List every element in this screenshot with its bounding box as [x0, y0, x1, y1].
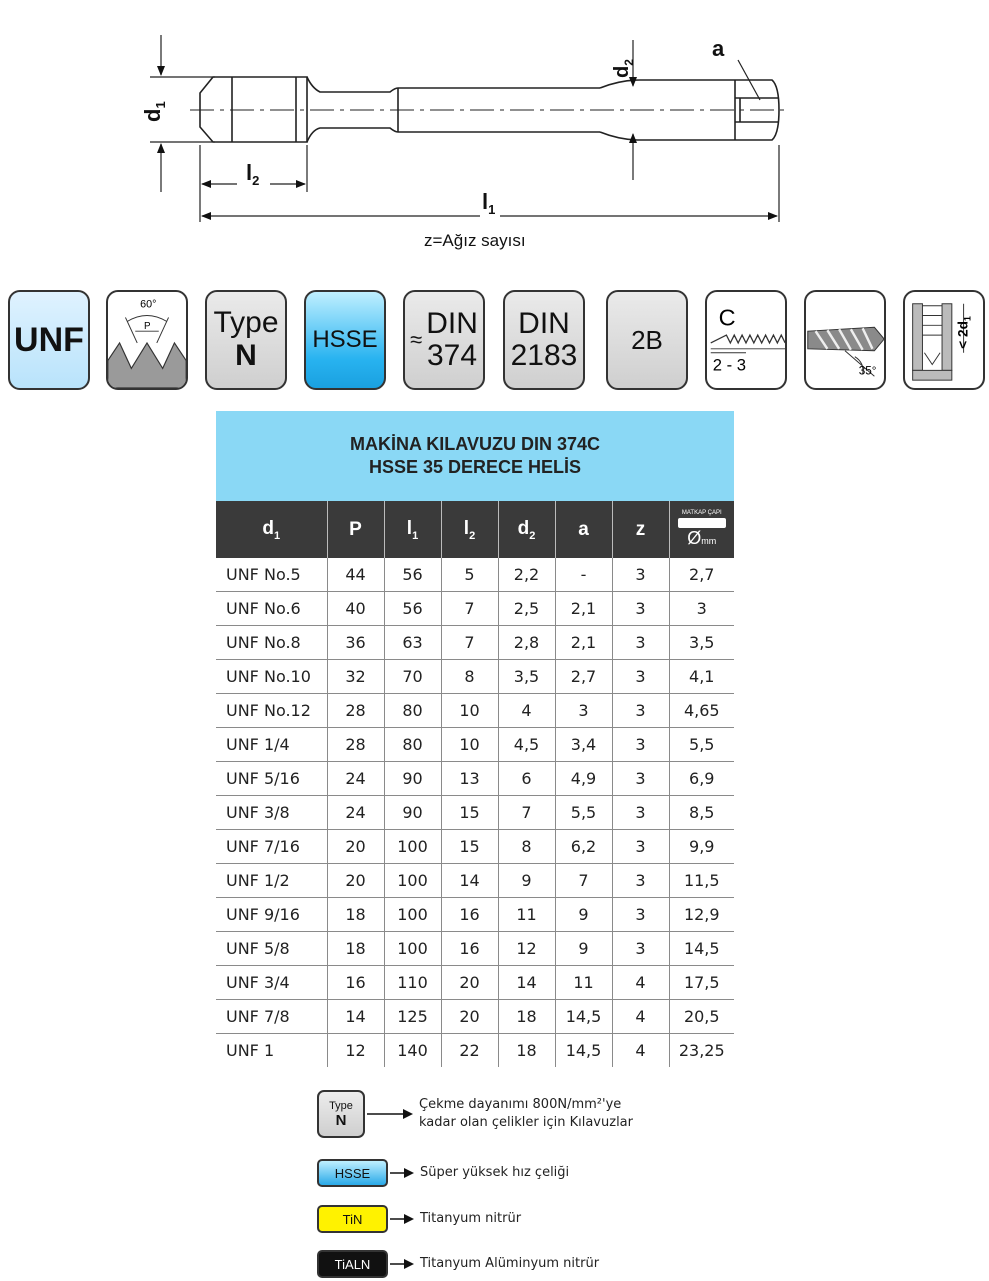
legend-tialn-badge: TiALN: [317, 1250, 388, 1278]
svg-text:< 2d1: < $2d_1$: [955, 316, 973, 349]
table-cell: 16: [441, 898, 498, 932]
table-row: [216, 762, 734, 796]
table-cell-size: UNF No.6: [216, 592, 327, 626]
table-cell-size: UNF 1: [216, 1034, 327, 1068]
drill-icon: [678, 518, 727, 528]
legend-hsse-badge: HSSE: [317, 1159, 388, 1187]
table-cell: 11: [555, 966, 612, 1000]
tolerance-2b-icon: 2B: [606, 290, 688, 390]
table-cell-size: UNF 9/16: [216, 898, 327, 932]
table-cell: 3: [612, 660, 669, 694]
type-label: Type: [213, 306, 279, 339]
table-row: [216, 864, 734, 898]
table-row: [216, 660, 734, 694]
svg-text:C: C: [718, 304, 736, 331]
table-cell: 7: [441, 626, 498, 660]
table-cell-size: UNF 3/4: [216, 966, 327, 1000]
arrow-right-icon: [390, 1167, 414, 1179]
legend-tin-badge: TiN: [317, 1205, 388, 1233]
table-cell: 3,4: [555, 728, 612, 762]
header-z: z: [612, 501, 669, 558]
table-cell: 11: [498, 898, 555, 932]
table-row: [216, 830, 734, 864]
thread-depth-icon: [903, 290, 985, 390]
table-cell: 3: [612, 864, 669, 898]
table-cell: 6: [498, 762, 555, 796]
table-cell: 6,9: [669, 762, 734, 796]
svg-text:2 - 3: 2 - 3: [712, 355, 747, 375]
table-cell: 3: [612, 830, 669, 864]
table-title: [216, 411, 734, 501]
table-cell-size: UNF No.10: [216, 660, 327, 694]
table-cell-size: UNF 5/16: [216, 762, 327, 796]
table-cell: 17,5: [669, 966, 734, 1000]
table-row: [216, 898, 734, 932]
table-cell: 20,5: [669, 1000, 734, 1034]
type-n-label: N: [235, 339, 257, 372]
table-cell-size: UNF 7/8: [216, 1000, 327, 1034]
table-cell: 9: [498, 864, 555, 898]
table-row: [216, 966, 734, 1000]
l2-label: $l_2$: [246, 160, 260, 188]
table-cell: 16: [441, 932, 498, 966]
table-cell: 4: [498, 694, 555, 728]
table-cell: 3: [612, 626, 669, 660]
table-cell: 2,1: [555, 626, 612, 660]
table-cell: 63: [384, 626, 441, 660]
table-cell: 8: [441, 660, 498, 694]
table-cell: 3: [612, 558, 669, 592]
table-row: [216, 796, 734, 830]
table-cell: 90: [384, 762, 441, 796]
table-cell: 12: [327, 1034, 384, 1068]
table-row: [216, 728, 734, 762]
table-cell-size: UNF 1/2: [216, 864, 327, 898]
table-cell: 12,9: [669, 898, 734, 932]
table-body: [216, 558, 734, 1067]
table-row: [216, 1000, 734, 1034]
table-cell: 28: [327, 694, 384, 728]
table-cell: 23,25: [669, 1034, 734, 1068]
table-cell: 70: [384, 660, 441, 694]
table-cell: 9,9: [669, 830, 734, 864]
legend-type-n: [317, 1090, 633, 1138]
arrow-right-icon: [390, 1213, 414, 1225]
a-label: a: [712, 36, 725, 61]
legend-tin-text: Titanyum nitrür: [420, 1211, 522, 1226]
legend-type-badge: Type N: [317, 1090, 365, 1138]
table-cell: 5: [441, 558, 498, 592]
tap-technical-drawing: [0, 0, 989, 270]
table-cell: 4: [612, 966, 669, 1000]
table-cell: -: [555, 558, 612, 592]
table-cell-size: UNF 5/8: [216, 932, 327, 966]
table-cell: 14,5: [669, 932, 734, 966]
table-cell: 18: [498, 1034, 555, 1068]
table-cell: 20: [327, 830, 384, 864]
table-cell: 7: [498, 796, 555, 830]
table-cell: 2,8: [498, 626, 555, 660]
hsse-icon: [304, 290, 386, 390]
table-cell-size: UNF 1/4: [216, 728, 327, 762]
table-cell: 3: [612, 796, 669, 830]
header-a: a: [555, 501, 612, 558]
table-title-line1: MAKİNA KILAVUZU DIN 374C: [349, 434, 600, 454]
thread-60-degree-icon: [107, 292, 187, 388]
chamfer-icon: [705, 290, 787, 390]
table-row: [216, 592, 734, 626]
table-cell: 40: [327, 592, 384, 626]
hsse-label: HSSE: [312, 326, 378, 353]
table-cell: 80: [384, 728, 441, 762]
legend-type-text-1: Çekme dayanımı 800N/mm²'ye: [419, 1097, 622, 1112]
table-cell: 2,7: [555, 660, 612, 694]
table-cell: 22: [441, 1034, 498, 1068]
table-cell: 14,5: [555, 1000, 612, 1034]
tap-spec-table: [216, 411, 734, 1067]
table-cell: 15: [441, 796, 498, 830]
legend-type-text-2: kadar olan çelikler için Kılavuzlar: [419, 1115, 633, 1130]
legend-tialn-text: Titanyum Alüminyum nitrür: [420, 1256, 600, 1271]
table-title-line2: HSSE 35 DERECE HELİS: [368, 457, 582, 477]
legend-tialn: [317, 1250, 599, 1278]
table-cell: 20: [327, 864, 384, 898]
table-cell: 3: [612, 694, 669, 728]
table-cell: 14: [327, 1000, 384, 1034]
table-cell: 8,5: [669, 796, 734, 830]
table-cell: 28: [327, 728, 384, 762]
table-cell: 10: [441, 694, 498, 728]
header-d2: $d_2$: [498, 501, 555, 558]
table-cell: 100: [384, 830, 441, 864]
table-cell: 24: [327, 762, 384, 796]
svg-text:P: P: [144, 321, 151, 333]
table-cell: 4: [612, 1000, 669, 1034]
d1-label: $d_1$: [140, 101, 168, 122]
table-cell: 3,5: [498, 660, 555, 694]
table-cell: 13: [441, 762, 498, 796]
table-cell: 9: [555, 898, 612, 932]
unf-label: UNF: [14, 320, 84, 359]
table-cell-size: UNF No.5: [226, 565, 301, 584]
table-cell: 2,7: [669, 558, 734, 592]
table-cell: 100: [384, 932, 441, 966]
table-cell: 3,5: [669, 626, 734, 660]
thread-profile-icon: [106, 290, 188, 390]
table-cell: 140: [384, 1034, 441, 1068]
table-cell: 18: [327, 898, 384, 932]
table-cell: 110: [384, 966, 441, 1000]
table-cell: 14: [498, 966, 555, 1000]
blind-hole-depth-icon: [904, 292, 984, 388]
table-cell: 4: [612, 1034, 669, 1068]
table-cell: 20: [441, 966, 498, 1000]
table-cell: 5,5: [555, 796, 612, 830]
table-cell: 3: [555, 694, 612, 728]
table-cell: 4,5: [498, 728, 555, 762]
table-cell: 9: [555, 932, 612, 966]
table-cell: 14: [441, 864, 498, 898]
table-cell: 10: [441, 728, 498, 762]
table-cell-size: UNF 3/8: [216, 796, 327, 830]
spiral-flute-35-icon: [805, 292, 885, 388]
table-cell: 8: [498, 830, 555, 864]
type-n-icon: [205, 290, 287, 390]
header-d1: $d_1$: [216, 501, 327, 558]
din2183-icon: DIN 2183: [503, 290, 585, 390]
table-cell: 20: [441, 1000, 498, 1034]
table-cell: 100: [384, 864, 441, 898]
table-cell: 2,2: [498, 558, 555, 592]
arrow-right-icon: [390, 1258, 414, 1270]
table-cell: 4,65: [669, 694, 734, 728]
table-cell: 4,1: [669, 660, 734, 694]
spec-table: [216, 501, 734, 1067]
unf-thread-icon: [8, 290, 90, 390]
table-cell: 18: [498, 1000, 555, 1034]
table-row: [216, 626, 734, 660]
table-cell-size: UNF 7/16: [216, 830, 327, 864]
helix-icon: [804, 290, 886, 390]
legend-hsse-text: Süper yüksek hız çeliği: [420, 1165, 570, 1180]
table-cell: 5,5: [669, 728, 734, 762]
table-cell: 56: [384, 558, 441, 592]
table-cell: 80: [384, 694, 441, 728]
table-row: [216, 558, 734, 592]
table-cell: 36: [327, 626, 384, 660]
table-cell-size: UNF No.12: [216, 694, 327, 728]
header-drill-diameter: MATKAP ÇAPI Ømm: [669, 501, 734, 558]
table-cell: 12: [498, 932, 555, 966]
header-l2: $l_2$: [441, 501, 498, 558]
table-cell: 44: [327, 558, 384, 592]
legend: [317, 1090, 817, 1281]
table-cell: 3: [612, 762, 669, 796]
din374-icon: ≈ DIN 374: [403, 290, 485, 390]
svg-text:60°: 60°: [140, 298, 157, 311]
header-p: P: [327, 501, 384, 558]
table-header-row: [216, 501, 734, 558]
table-cell: 32: [327, 660, 384, 694]
table-cell: 3: [612, 898, 669, 932]
table-cell: 2,1: [555, 592, 612, 626]
table-cell: 6,2: [555, 830, 612, 864]
svg-text:35°: 35°: [858, 364, 877, 378]
table-cell: 3: [669, 592, 734, 626]
d2-label: $d_2$: [611, 59, 636, 78]
legend-tin: [317, 1205, 521, 1233]
table-cell: 3: [612, 728, 669, 762]
table-cell: 18: [327, 932, 384, 966]
table-row: [216, 932, 734, 966]
table-cell: 24: [327, 796, 384, 830]
drawing-caption: z=Ağız sayısı: [424, 231, 526, 250]
table-cell: 7: [441, 592, 498, 626]
table-row: [216, 1034, 734, 1068]
table-cell: 16: [327, 966, 384, 1000]
table-cell: 56: [384, 592, 441, 626]
l1-label: $l_1$: [482, 189, 496, 217]
table-cell: 125: [384, 1000, 441, 1034]
table-cell: 7: [555, 864, 612, 898]
table-cell: 4,9: [555, 762, 612, 796]
table-cell: 3: [612, 932, 669, 966]
table-cell: 3: [612, 592, 669, 626]
property-icon-row: [0, 286, 989, 396]
table-row: [216, 694, 734, 728]
table-cell: 15: [441, 830, 498, 864]
table-cell: 100: [384, 898, 441, 932]
table-cell: 2,5: [498, 592, 555, 626]
table-cell-size: UNF No.8: [216, 626, 327, 660]
legend-hsse: [317, 1159, 569, 1187]
arrow-right-icon: [367, 1108, 413, 1120]
table-cell: 90: [384, 796, 441, 830]
table-cell: 14,5: [555, 1034, 612, 1068]
header-l1: $l_1$: [384, 501, 441, 558]
chamfer-form-c-icon: [706, 292, 786, 388]
table-cell: 11,5: [669, 864, 734, 898]
